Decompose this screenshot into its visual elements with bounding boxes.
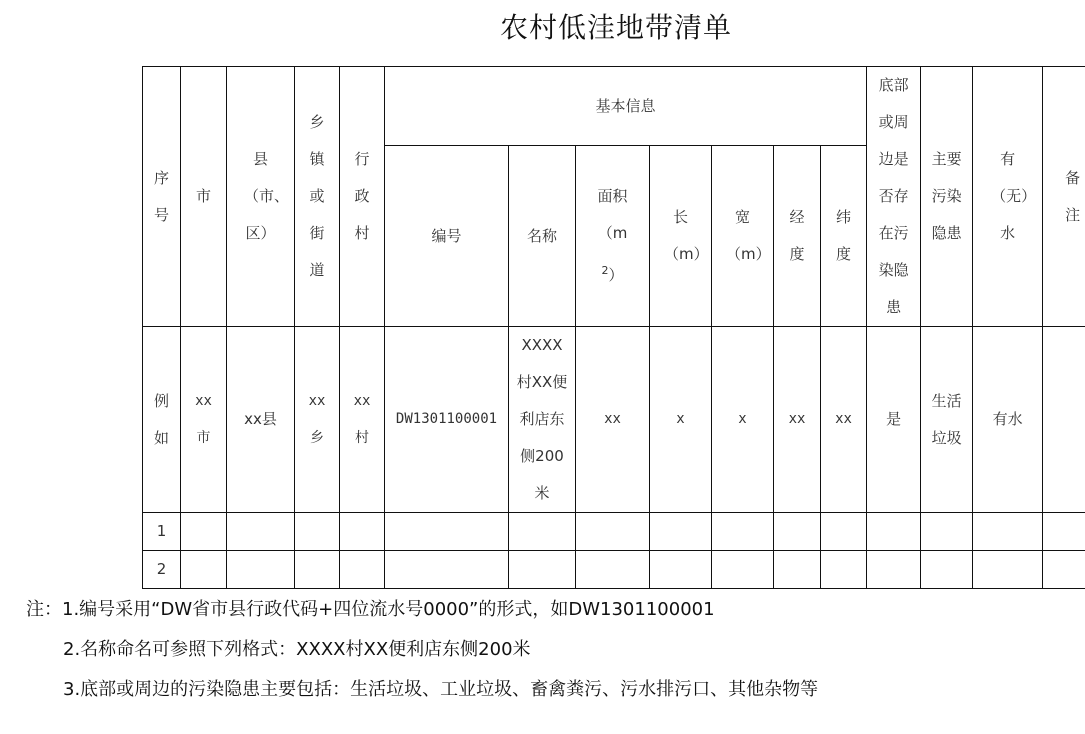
header-main-pollution: 主要污染隐患	[921, 67, 973, 327]
row-seq: 2	[143, 551, 181, 589]
empty-cell[interactable]	[921, 551, 973, 589]
lowland-table	[142, 66, 1085, 589]
empty-cell[interactable]	[340, 551, 385, 589]
header-longitude: 经度	[774, 146, 821, 327]
header-water: 有（无）水	[973, 67, 1043, 327]
note-2: 2.名称命名可参照下列格式：XXXX村XX便利店东侧200米	[63, 639, 531, 660]
empty-cell[interactable]	[1043, 513, 1085, 551]
example-code: DW1301100001	[385, 327, 509, 513]
header-latitude: 纬度	[821, 146, 867, 327]
example-village: xx村	[340, 327, 385, 513]
empty-cell[interactable]	[576, 551, 650, 589]
example-main-pollution: 生活垃圾	[921, 327, 973, 513]
empty-cell[interactable]	[295, 551, 340, 589]
example-latitude: xx	[821, 327, 867, 513]
example-area: xx	[576, 327, 650, 513]
header-city: 市	[181, 67, 227, 327]
header-name: 名称	[509, 146, 576, 327]
empty-cell[interactable]	[867, 513, 921, 551]
note-3: 3.底部或周边的污染隐患主要包括：生活垃圾、工业垃圾、畜禽粪污、污水排污口、其他杂物等	[63, 679, 819, 700]
row-seq: 1	[143, 513, 181, 551]
table-row	[143, 327, 1085, 513]
header-remark: 备注	[1043, 67, 1085, 327]
header-basic-info: 基本信息	[385, 67, 867, 146]
empty-cell[interactable]	[821, 551, 867, 589]
header-village: 行政村	[340, 67, 385, 327]
empty-cell[interactable]	[921, 513, 973, 551]
empty-cell[interactable]	[340, 513, 385, 551]
header-row-1	[143, 67, 1085, 146]
empty-cell[interactable]	[774, 551, 821, 589]
empty-cell[interactable]	[295, 513, 340, 551]
empty-cell[interactable]	[576, 513, 650, 551]
empty-cell[interactable]	[867, 551, 921, 589]
empty-cell[interactable]	[509, 513, 576, 551]
empty-cell[interactable]	[821, 513, 867, 551]
header-code: 编号	[385, 146, 509, 327]
example-length: x	[650, 327, 712, 513]
notes-prefix: 注：	[26, 599, 62, 620]
empty-cell[interactable]	[227, 513, 295, 551]
empty-cell[interactable]	[1043, 551, 1085, 589]
example-pollution-exists: 是	[867, 327, 921, 513]
empty-cell[interactable]	[650, 513, 712, 551]
example-remark	[1043, 327, 1085, 513]
empty-cell[interactable]	[973, 551, 1043, 589]
example-name: XXXX村XX便利店东侧200米	[509, 327, 576, 513]
empty-cell[interactable]	[385, 551, 509, 589]
empty-cell[interactable]	[227, 551, 295, 589]
area-superscript: 2	[601, 264, 609, 277]
table-row	[143, 513, 1085, 551]
page-title: 农村低洼地带清单	[499, 11, 732, 44]
empty-cell[interactable]	[650, 551, 712, 589]
empty-cell[interactable]	[509, 551, 576, 589]
header-width: 宽（m）	[712, 146, 774, 327]
empty-cell[interactable]	[712, 513, 774, 551]
empty-cell[interactable]	[774, 513, 821, 551]
empty-cell[interactable]	[181, 551, 227, 589]
example-county: xx县	[227, 327, 295, 513]
header-area: 面积$(m^2)$	[576, 146, 650, 327]
header-town: 乡镇或街道	[295, 67, 340, 327]
empty-cell[interactable]	[973, 513, 1043, 551]
header-county: 县（市、区）	[227, 67, 295, 327]
example-town: xx乡	[295, 327, 340, 513]
note-1: 注：1.编号采用“DW省市县行政代码+四位流水号0000”的形式，如DW1301100001	[26, 599, 715, 620]
header-seq: 序号	[143, 67, 181, 327]
header-length: 长（m）	[650, 146, 712, 327]
example-city: xx市	[181, 327, 227, 513]
table-row	[143, 551, 1085, 589]
empty-cell[interactable]	[385, 513, 509, 551]
header-pollution-exists: 底部或周边是否存在污染隐患	[867, 67, 921, 327]
empty-cell[interactable]	[181, 513, 227, 551]
notes-section	[26, 595, 818, 715]
example-water: 有水	[973, 327, 1043, 513]
empty-cell[interactable]	[712, 551, 774, 589]
example-width: x	[712, 327, 774, 513]
example-seq: 例如	[143, 327, 181, 513]
table-container	[142, 66, 1085, 591]
example-longitude: xx	[774, 327, 821, 513]
